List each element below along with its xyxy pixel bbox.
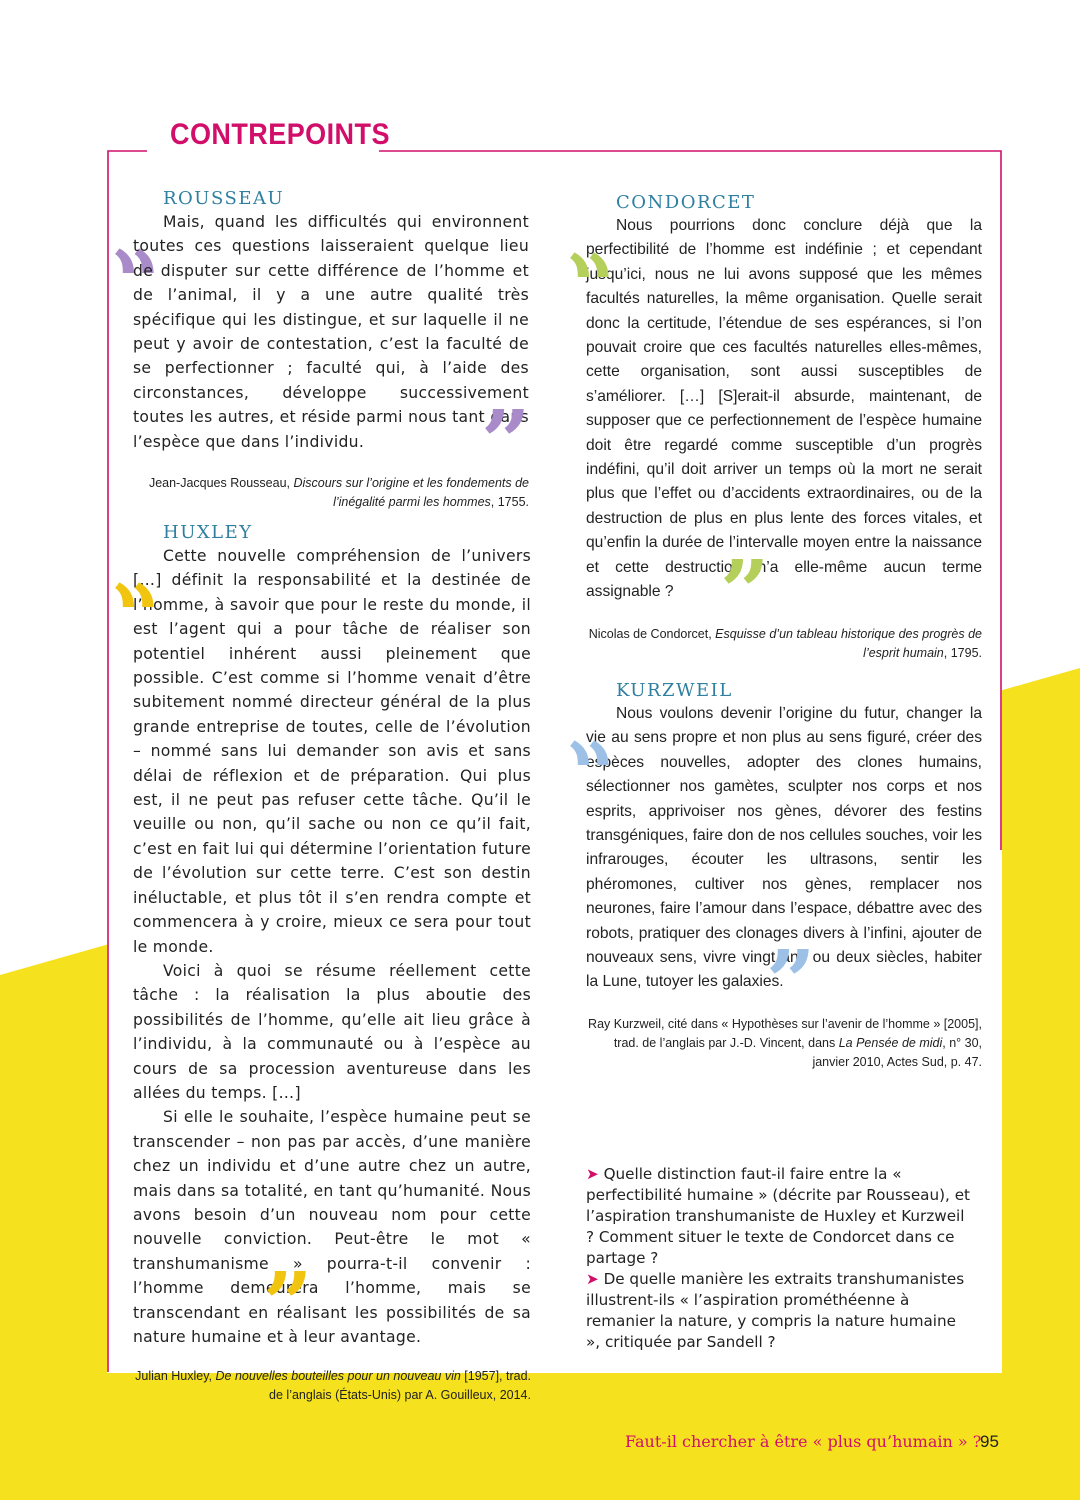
- source-author: Jean-Jacques Rousseau,: [148, 476, 294, 491]
- source-citation: [586, 625, 982, 663]
- quote-paragraph: Cette nouvelle compréhension de l’univers […] définit la responsabilité et la destinée de l’homme, à savoir que pour le reste du monde, il est l’agent qui a pour tâche de réaliser son potentiel inhérent aussi pleinement que possible. C’est comme si l’homme venait d’être subitement nommé directeur général de la plus grande entreprise de toutes, celle de l’évolution – nommé sans lui demander son avis et sans délai de réflexion et de préparation. Qui plus est, il ne peut pas refuser cette tâche. Qu’il le veuille ou non, qu’il sache ou non ce qu’il fait, c’est en fait lui qui détermine l’orientation future de l’évolution sur cette terre. C’est son destin inéluctable, et plus tôt il s’en rendra compte et commencera à y croire, mieux ce sera pour tout le monde.: [133, 547, 531, 956]
- source-title: De nouvelles bouteilles pour un nouveau vin: [215, 1369, 461, 1384]
- open-quote-icon: ”: [111, 189, 161, 290]
- author-name: HUXLEY: [163, 522, 253, 543]
- quote-text: [133, 210, 529, 454]
- source-citation: [133, 1367, 531, 1405]
- source-rest: , n° 30, janvier 2010, Actes Sud, p. 47.: [812, 1035, 982, 1069]
- source-title: La Pensée de midi: [838, 1035, 943, 1050]
- arrow-icon: ➤: [586, 1165, 599, 1183]
- close-quote-icon: ”: [720, 542, 770, 643]
- kurzweil-quote: [566, 680, 982, 1072]
- close-quote-icon: ”: [263, 1254, 313, 1355]
- source-title: Discours sur l’origine et les fondements de l’inégalité parmi les hommes: [293, 476, 529, 510]
- quote-text: [586, 214, 982, 605]
- question-text: De quelle manière les extraits transhumanistes illustrent-ils « l’aspiration prométhéenne à remanier la nature, y compris la nature humaine », critiquée par Sandell ?: [586, 1270, 965, 1351]
- quote-body: Nous pourrions donc conclure déjà que la perfectibilité de l’homme est indéfinie ; et cependant jusqu’ici, nous ne lui avons supposé que les mêmes facultés naturelles, la même organisation. Quelle serait donc la certitude, l’étendue de ses espérances, si l’on pouvait croire que ces facultés naturelles elles-mêmes, cette organisation, sont aussi susceptibles de s’améliorer. […] [S]erait-il absurde, maintenant, de supposer que ce perfectionnement de l’espèce humaine doit être regardé comme susceptible d’un progrès indéfini, qu’il doit arriver un temps où la mort ne serait plus que l’effet ou d’accidents extraordinaires, ou de la destruction de plus en plus lente des forces vitales, et qu’enfin la durée de l’intervalle moyen entre la naissance et cette destruction n’a elle-même aucun terme assignable ?: [586, 217, 982, 601]
- source-author: Julian Huxley,: [135, 1369, 216, 1384]
- quote-text: [133, 544, 531, 1355]
- source-author: Ray Kurzweil, cité dans « Hypothèses sur l’avenir de l’homme » [2005], trad. de l’anglais par J.-D. Vincent, dans: [588, 1016, 982, 1050]
- open-quote-icon: ”: [566, 681, 616, 782]
- close-quote-icon: ”: [766, 932, 816, 1033]
- open-quote-icon: ”: [566, 193, 616, 294]
- quote-body: Mais, quand les difficultés qui environnent toutes ces questions laisseraient quelque lieu de disputer sur cette différence de l’homme et de l’animal, il y a une autre qualité très spécifique qui les distingue, et sur laquelle il ne peut y avoir de contestation, c’est la faculté de se perfectionner ; faculté qui, à l’aide des circonstances, développe successivement toutes les autres, et réside parmi nous tant dans l’espèce que dans l’individu.: [133, 213, 529, 451]
- author-name: KURZWEIL: [616, 680, 733, 701]
- section-heading: CONTREPOINTS: [170, 118, 390, 151]
- open-quote-icon: ”: [111, 523, 161, 624]
- question-text: Quelle distinction faut-il faire entre la « perfectibilité humaine » (décrite par Rousseau), et l’aspiration transhumaniste de Huxley et Kurzweil ? Comment situer le texte de Condorcet dans ce partage ?: [586, 1165, 970, 1267]
- condorcet-quote: [566, 192, 982, 663]
- source-title: Esquisse d’un tableau historique des progrès de l’esprit humain: [715, 626, 982, 660]
- quote-body: Nous voulons devenir l’origine du futur, changer la vie au sens propre et non plus au sens figuré, créer des espèces nouvelles, adopter des clones humains, sélectionner nos gamètes, sculpter nos corps et nos esprits, apprivoiser nos gènes, dévorer des festins transgéniques, faire don de nos cellules souches, voir les infrarouges, écouter les ultrasons, sentir les phéromones, cultiver nos gènes, remplacer nos neurones, faire l’amour dans l’espace, débattre avec des robots, pratiquer des clonages divers à l’infini, ajouter de nouveaux sens, vivre vingt ans ou deux siècles, habiter la Lune, tutoyer les galaxies.: [586, 705, 982, 991]
- source-citation: [133, 474, 529, 512]
- huxley-quote: [111, 522, 531, 1405]
- source-author: Nicolas de Condorcet,: [588, 626, 716, 641]
- source-rest: , 1755.: [490, 495, 529, 510]
- discussion-questions: [586, 1164, 971, 1353]
- author-name: ROUSSEAU: [163, 188, 285, 209]
- quote-paragraph: Voici à quoi se résume réellement cette tâche : la réalisation la plus aboutie des possibilités de l’homme, qu’elle ait lieu grâce à l’individu, à la communauté ou à l’espèce au cours de sa procession aventureuse dans les allées du temps. […]: [133, 961, 531, 1102]
- question-item: [586, 1164, 971, 1269]
- quote-paragraph: Si elle le souhaite, l’espèce humaine peut se transcender – non pas par accès, d’une manière chez un individu et d’une autre chez un autre, mais dans sa totalité, en tant qu’humanité. Nous avons besoin d’un nouveau nom pour cette nouvelle conviction. Peut-être le mot « transhumanisme » pourra-t-il convenir : l’homme demeurera l’homme, mais se transcendant en réalisant les possibilités de sa nature humaine et à leur avantage.: [133, 1108, 531, 1346]
- page-number: 95: [980, 1432, 999, 1451]
- close-quote-icon: ”: [481, 392, 531, 493]
- source-rest: , 1795.: [943, 645, 982, 660]
- source-rest: [1957], trad. de l’anglais (États-Unis) par A. Gouilleux, 2014.: [269, 1369, 531, 1403]
- rousseau-quote: [111, 188, 531, 512]
- author-name: CONDORCET: [616, 192, 756, 213]
- running-footer-title: Faut-il chercher à être « plus qu’humain » ?: [625, 1432, 982, 1451]
- question-item: [586, 1269, 971, 1353]
- arrow-icon: ➤: [586, 1270, 599, 1288]
